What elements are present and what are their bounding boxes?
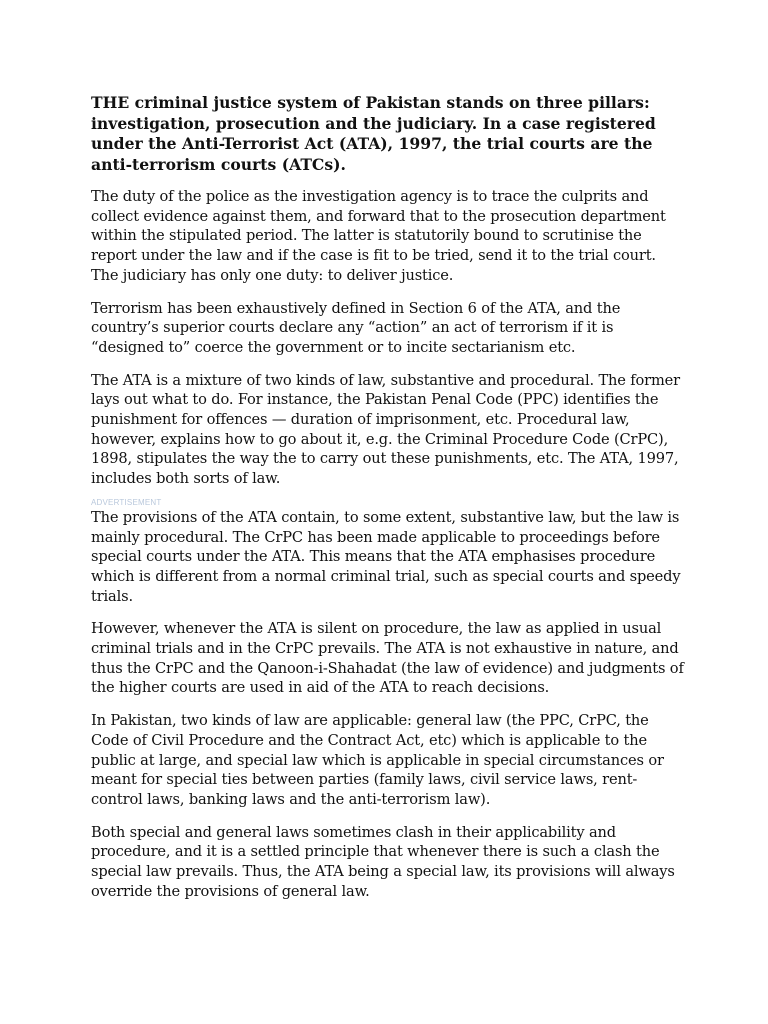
article-paragraph: The duty of the police as the investigation agency is to trace the culprits and collect evidence against them, and forward that to the prosecution department within the stipulated period. The latter is statutorily bound to scrutinise the report under the law and if the case is fit to be tried, send it to the trial court. The judiciary has only one duty: to deliver justice. xyxy=(91,188,666,284)
article-paragraph: However, whenever the ATA is silent on procedure, the law as applied in usual criminal trials and in the CrPC prevails. The ATA is not exhaustive in nature, and thus the CrPC and the Qanoon-i-Shahadat (the law of evidence) and judgments of the higher courts are used in aid of the ATA to reach decisions. xyxy=(91,620,684,697)
article-body xyxy=(91,93,687,915)
article-paragraph: In Pakistan, two kinds of law are applicable: general law (the PPC, CrPC, the Code of Civil Procedure and the Contract Act, etc) which is applicable to the public at large, and special law which is applicable in special circumstances or meant for special ties between parties (family laws, civil service laws, rent-control laws, banking laws and the anti-terrorism law). xyxy=(91,712,664,808)
article-paragraph: Terrorism has been exhaustively defined in Section 6 of the ATA, and the country’s superior courts declare any “action” an act of terrorism if it is “designed to” coerce the government or to incite sectarianism etc. xyxy=(91,299,621,356)
article-lede: THE criminal justice system of Pakistan stands on three pillars: investigation, prosecution and the judiciary. In a case registered under the Anti-Terrorist Act (ATA), 1997, the trial courts are the anti-terrorism courts (ATCs). xyxy=(91,93,656,174)
advertisement-label: ADVERTISEMENT xyxy=(91,497,162,507)
article-paragraph: Both special and general laws sometimes clash in their applicability and procedure, and it is a settled principle that whenever there is such a clash the special law prevails. Thus, the ATA being a special law, its provisions will always override the provisions of general law. xyxy=(91,823,675,900)
article-paragraph: The ATA is a mixture of two kinds of law, substantive and procedural. The former lays out what to do. For instance, the Pakistan Penal Code (PPC) identifies the punishment for offences — duration of imprisonment, etc. Procedural law, however, explains how to go about it, e.g. the Criminal Procedure Code (CrPC), 1898, stipulates the way the to carry out these punishments, etc. The ATA, 1997, includes both sorts of law. xyxy=(91,371,680,488)
article-paragraph: The provisions of the ATA contain, to some extent, substantive law, but the law is mainly procedural. The CrPC has been made applicable to proceedings before special courts under the ATA. This means that the ATA emphasises procedure which is different from a normal criminal trial, such as special courts and speedy trials. xyxy=(91,508,681,605)
